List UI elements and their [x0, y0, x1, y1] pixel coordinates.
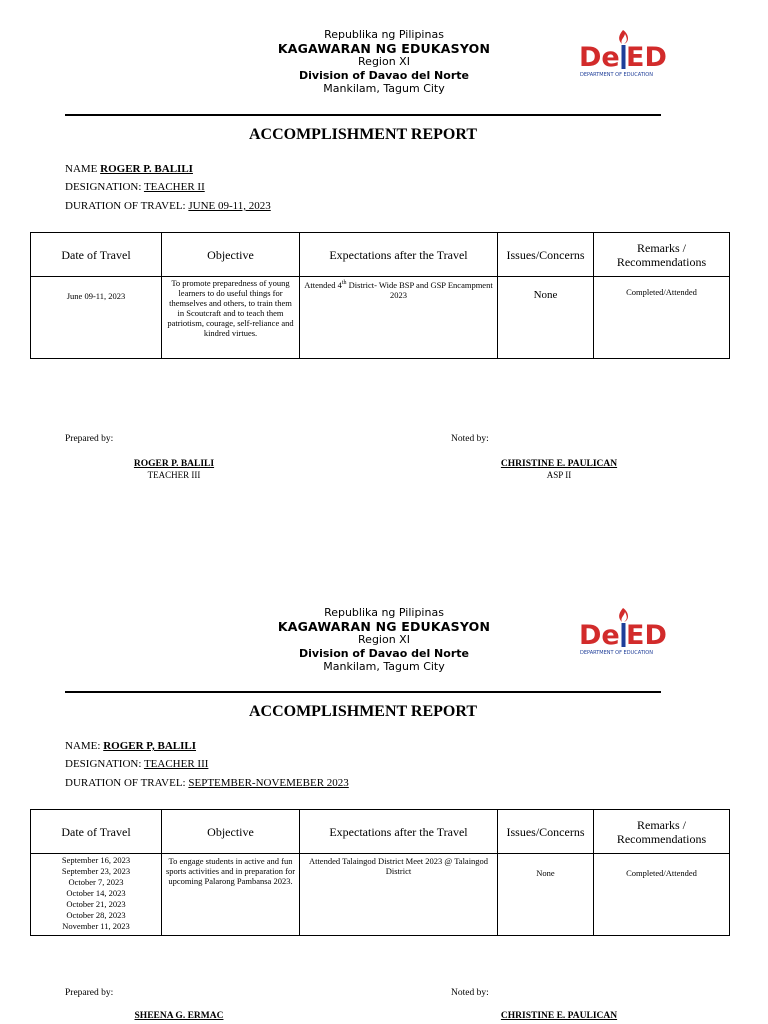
noted-by-role: ASP II — [546, 470, 572, 480]
report-2 — [0, 577, 768, 1024]
svg-text:DEPARTMENT OF EDUCATION: DEPARTMENT OF EDUCATION — [580, 72, 653, 78]
svg-text:ED: ED — [626, 620, 667, 651]
col-issues: Issues/Concerns — [498, 810, 594, 854]
duration-field: DURATION OF TRAVEL: SEPTEMBER-NOVEMEBER 2023 — [65, 777, 349, 789]
republic-line: Republika ng Pilipinas — [324, 606, 444, 619]
cell-expectation: Attended Talaingod District Meet 2023 @ Talaingod District — [300, 854, 498, 936]
date-item: September 23, 2023 — [61, 866, 131, 876]
svg-text:DEPARTMENT OF EDUCATION: DEPARTMENT OF EDUCATION — [580, 650, 653, 656]
date-item: October 28, 2023 — [66, 910, 126, 920]
address-line: Mankilam, Tagum City — [323, 660, 445, 673]
svg-text:De: De — [579, 42, 620, 73]
cell-issues: None — [498, 277, 594, 359]
designation-field: DESIGNATION: TEACHER II — [65, 181, 205, 193]
duration-value: JUNE 09-11, 2023 — [188, 200, 271, 212]
designation-field: DESIGNATION: TEACHER III — [65, 758, 209, 770]
cell-expectation: Attended 4th District- Wide BSP and GSP Encampment 2023 — [300, 277, 498, 359]
table-header-row — [31, 233, 730, 277]
table-header-row — [31, 810, 730, 854]
department-line: KAGAWARAN NG EDUKASYON — [277, 618, 491, 634]
duration-value: SEPTEMBER-NOVEMEBER 2023 — [188, 777, 349, 789]
date-item: September 16, 2023 — [61, 855, 131, 865]
department-line: KAGAWARAN NG EDUKASYON — [277, 40, 491, 56]
report-1 — [0, 0, 768, 480]
table-row — [31, 854, 730, 936]
division-line: Division of Davao del Norte — [299, 68, 469, 82]
name-value: ROGER P. BALILI — [100, 163, 193, 175]
name-value: ROGER P, BALILI — [103, 740, 197, 752]
division-line: Division of Davao del Norte — [299, 646, 469, 660]
col-objective: Objective — [162, 810, 300, 854]
prepared-by-name: ROGER P. BALILI — [133, 459, 215, 469]
cell-objective: To promote preparedness of young learners to do useful things for themselves and others, to train them in Scoutcraft and to teach them patriotism, courage, self-reliance and kindred virtues. — [162, 277, 300, 359]
prepared-by-role: TEACHER III — [147, 470, 201, 480]
prepared-by-label: Prepared by: — [65, 434, 114, 444]
date-item: October 21, 2023 — [66, 899, 126, 909]
col-issues: Issues/Concerns — [498, 233, 594, 277]
cell-remarks: Completed/Attended — [594, 277, 730, 359]
address-line: Mankilam, Tagum City — [323, 82, 445, 95]
travel-table — [30, 809, 730, 936]
date-item: November 11, 2023 — [62, 921, 130, 931]
deped-logo — [578, 604, 678, 656]
report-title: ACCOMPLISHMENT REPORT — [248, 703, 478, 720]
cell-date: June 09-11, 2023 — [31, 277, 162, 359]
svg-text:ED: ED — [626, 42, 667, 73]
region-line: Region XI — [358, 633, 410, 646]
designation-value: TEACHER II — [143, 181, 205, 193]
noted-by-name: CHRISTINE E. PAULICAN — [500, 459, 618, 469]
col-date-of-travel: Date of Travel — [31, 233, 162, 277]
col-expectations: Expectations after the Travel — [300, 233, 498, 277]
noted-by-label: Noted by: — [451, 434, 489, 444]
noted-by-label: Noted by: — [451, 988, 489, 998]
col-date-of-travel: Date of Travel — [31, 810, 162, 854]
prepared-by-name: SHEENA G. ERMAC — [134, 1011, 224, 1021]
col-remarks: Remarks / Recommendations — [594, 810, 730, 854]
republic-line: Republika ng Pilipinas — [324, 28, 444, 41]
travel-table — [30, 232, 730, 359]
name-field: NAME: ROGER P, BALILI — [65, 740, 197, 752]
date-item: October 7, 2023 — [68, 877, 124, 887]
col-objective: Objective — [162, 233, 300, 277]
report-title: ACCOMPLISHMENT REPORT — [248, 126, 478, 143]
duration-field: DURATION OF TRAVEL: JUNE 09-11, 2023 — [65, 200, 271, 212]
region-line: Region XI — [358, 55, 410, 68]
cell-remarks: Completed/Attended — [594, 854, 730, 936]
cell-objective: To engage students in active and fun sports activities and in preparation for upcoming Palarong Pambansa 2023. — [162, 854, 300, 936]
col-remarks: Remarks / Recommendations — [594, 233, 730, 277]
svg-text:De: De — [579, 620, 620, 651]
name-field: NAME ROGER P. BALILI — [65, 163, 193, 175]
col-expectations: Expectations after the Travel — [300, 810, 498, 854]
header-divider — [65, 691, 661, 693]
cell-issues: None — [498, 854, 594, 936]
cell-dates — [31, 854, 162, 936]
date-item: October 14, 2023 — [66, 888, 126, 898]
header-divider — [65, 114, 661, 116]
designation-value: TEACHER III — [143, 758, 209, 770]
deped-logo — [578, 26, 678, 78]
noted-by-name: CHRISTINE E. PAULICAN — [500, 1011, 618, 1021]
table-row — [31, 277, 730, 359]
prepared-by-label: Prepared by: — [65, 988, 114, 998]
